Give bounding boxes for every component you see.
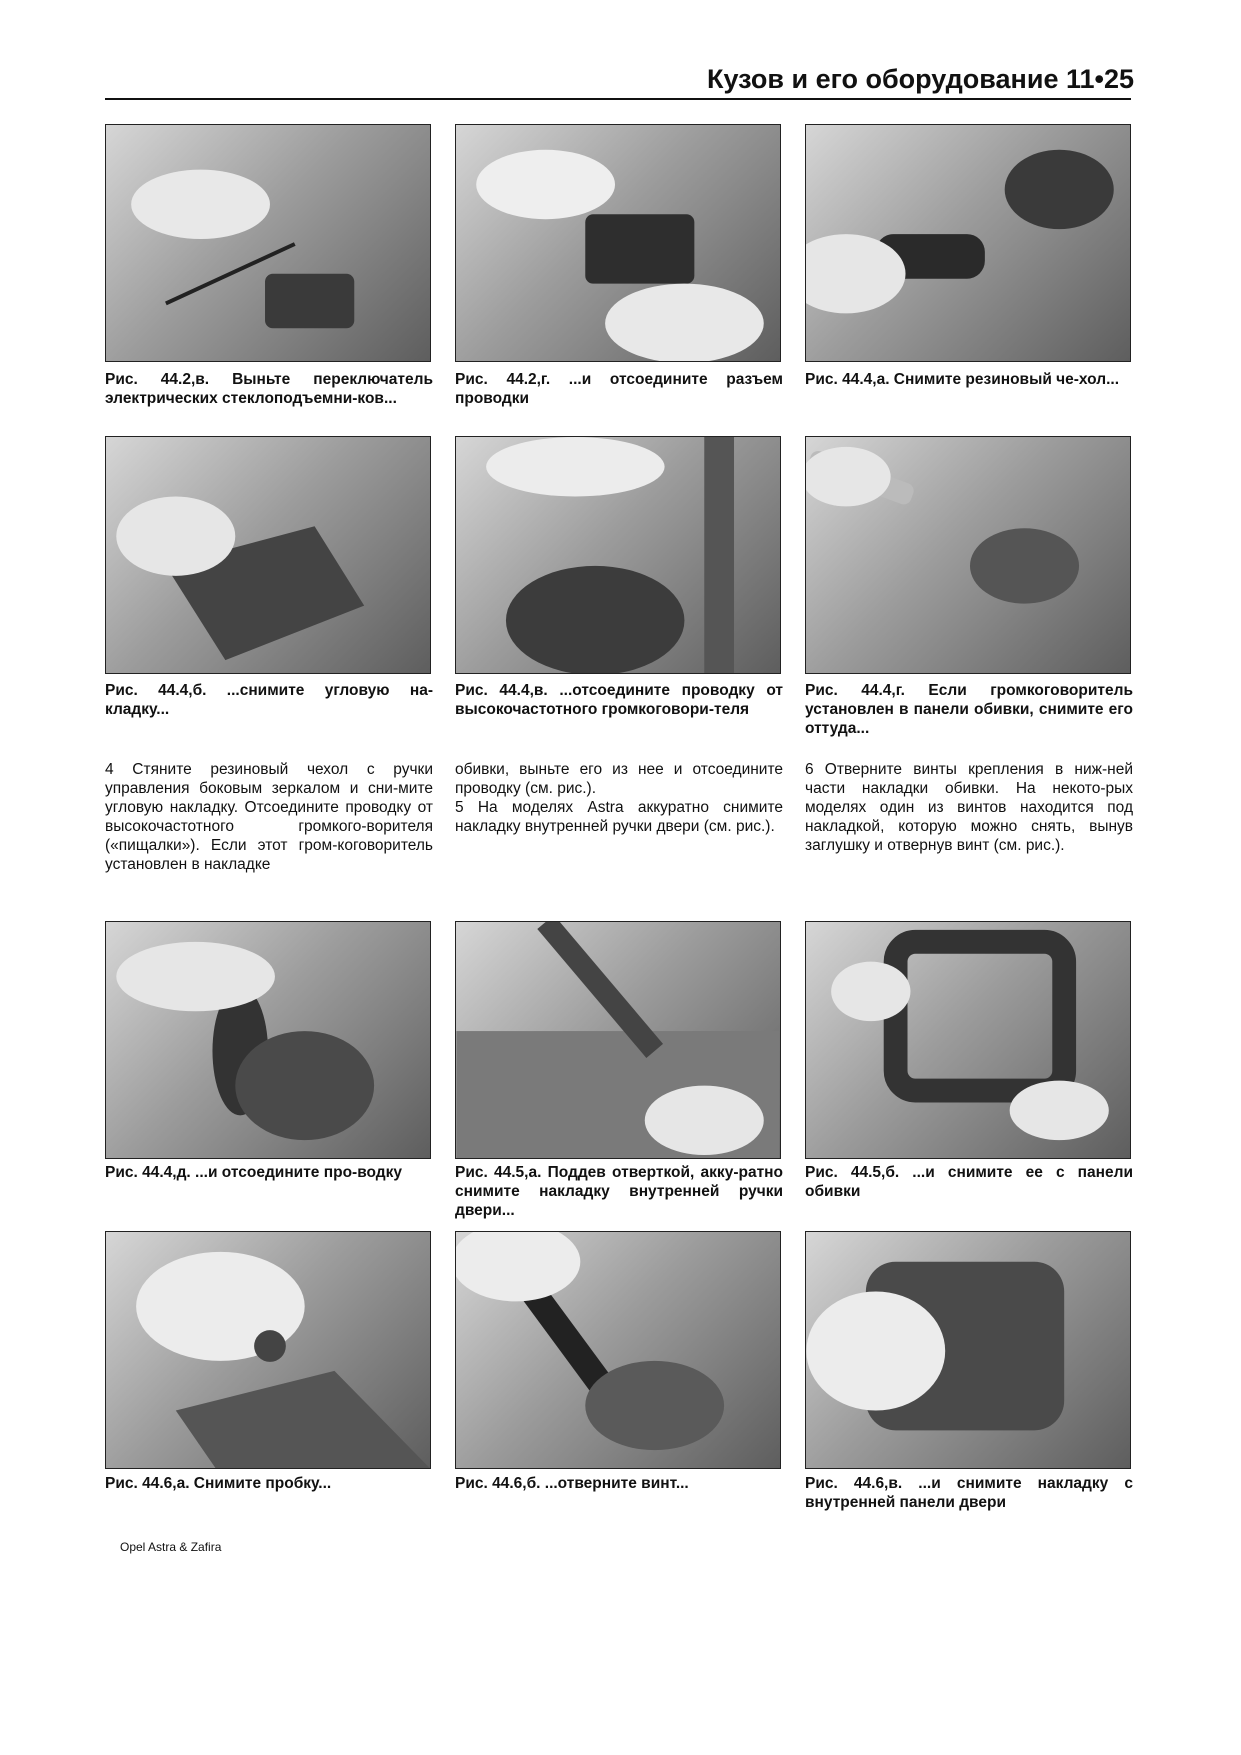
photo-44-6-b (455, 1231, 781, 1469)
photo-44-5-a (455, 921, 781, 1159)
running-header: Кузов и его оборудование 11•25 (707, 64, 1134, 94)
figure-caption: Рис. 44.4,а. Снимите резиновый че-хол... (805, 371, 1120, 388)
photo-44-2-g (455, 124, 781, 362)
figure-caption: Рис. 44.4,г. Если громкоговоритель установлен в панели обивки, снимите его оттуда... (805, 682, 1133, 737)
figure-caption: Рис. 44.2,в. Выньте переключатель электрических стеклоподъемни-ков... (105, 371, 433, 407)
figure-caption: Рис. 44.2,г. ...и отсоедините разъем проводки (455, 371, 783, 407)
figure-caption: Рис. 44.5,б. ...и снимите ее с панели обивки (805, 1164, 1133, 1200)
body-paragraph: 6 Отверните винты крепления в ниж-ней части накладки обивки. На некото-рых моделях один из винтов находится под накладкой, которую можно снять, вынув заглушку и отвернув винт (см. рис.). (805, 761, 1133, 854)
figure-caption: Рис. 44.6,а. Снимите пробку... (105, 1475, 332, 1492)
page-footer: Opel Astra & Zafira (120, 1540, 222, 1554)
photo-44-4-v (455, 436, 781, 674)
figure-caption: Рис. 44.5,а. Поддев отверткой, акку-ратно снимите накладку внутренней ручки двери... (455, 1164, 783, 1219)
body-paragraph: 4 Стяните резиновый чехол с ручки управления боковым зеркалом и сни-мите угловую накладку. Отсоедините проводку от высокочастотного громкого-ворителя («пищалки»). Если этот гром-коговоритель установлен в накладке (105, 761, 433, 873)
figure-caption: Рис. 44.4,б. ...снимите угловую на-кладку... (105, 682, 433, 718)
figure-caption: Рис. 44.4,в. ...отсоедините проводку от высокочастотного громкоговори-теля (455, 682, 783, 718)
photo-44-6-v (805, 1231, 1131, 1469)
header-rule (105, 98, 1131, 100)
figure-caption: Рис. 44.6,б. ...отверните винт... (455, 1475, 689, 1492)
photo-44-6-a (105, 1231, 431, 1469)
photo-44-5-b (805, 921, 1131, 1159)
photo-44-4-b (105, 436, 431, 674)
body-paragraph: обивки, выньте его из нее и отсоедините проводку (см. рис.). 5 На моделях Astra аккуратно снимите накладку внутренней ручки двери (см. рис.). (455, 761, 783, 835)
photo-44-4-g (805, 436, 1131, 674)
photo-44-4-a (805, 124, 1131, 362)
photo-44-4-d (105, 921, 431, 1159)
figure-caption: Рис. 44.6,в. ...и снимите накладку с внутренней панели двери (805, 1475, 1133, 1511)
photo-44-2-v (105, 124, 431, 362)
figure-caption: Рис. 44.4,д. ...и отсоедините про-водку (105, 1164, 402, 1181)
